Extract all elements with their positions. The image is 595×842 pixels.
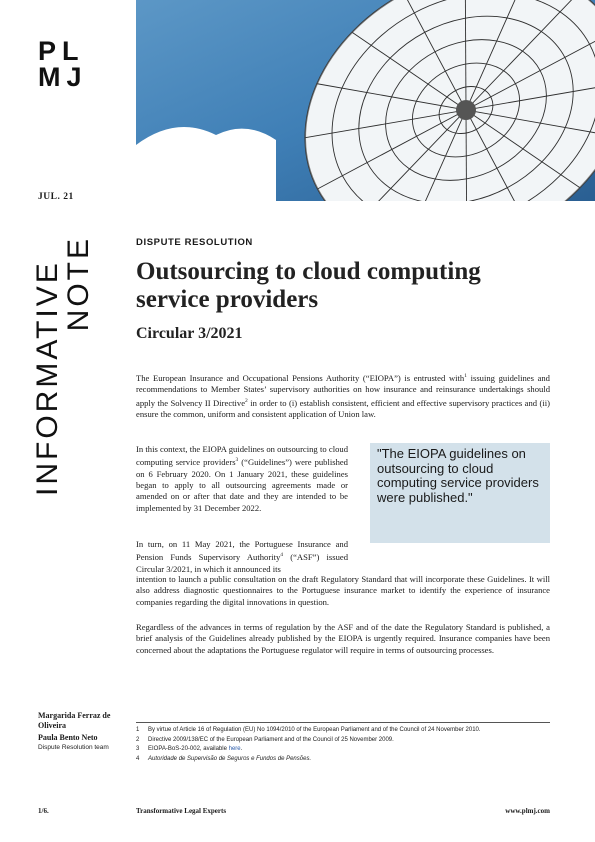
vertical-title-line-2: NOTE: [62, 236, 95, 332]
footnote-text-end: .: [240, 746, 243, 752]
footnote-number: 3: [136, 746, 140, 752]
paragraph-3-part-a: In turn, on 11 May 2021, the Portuguese Insurance and Pension Funds Supervisory Authority: [136, 539, 348, 563]
author-1: Margarida Ferraz de Oliveira: [38, 711, 111, 730]
footnote-4: [136, 755, 556, 765]
paragraph-2-part-b: (“Guidelines”) were published on 6 February 2020. On 1 January 2021, these guidelines began to apply to all outsourcing agreements made or amended on or after that date and they are intended to be implemented by 31 December 2022.: [136, 457, 348, 513]
paragraph-2: [136, 444, 348, 514]
pull-quote: "The EIOPA guidelines on outsourcing to cloud computing service providers were published.": [370, 443, 550, 543]
footnote-number: 4: [136, 755, 140, 762]
authors: [38, 711, 118, 743]
paragraph-1: [136, 371, 550, 420]
footnote-link-here[interactable]: here: [228, 746, 241, 752]
footnote-text: Directive 2009/138/EC of the European Parliament and of the Council of 25 November 2009.: [148, 736, 394, 743]
footnote-divider: [136, 722, 550, 723]
paragraph-3-part-b: (“ASF”) issued Circular 3/2021, in which it announced its: [136, 552, 349, 574]
issue-date: JUL. 21: [38, 192, 74, 202]
footnote-ref-2: 2: [245, 397, 248, 404]
footnote-ref-3: 3: [235, 457, 239, 464]
footnote-text: Autoridade de Supervisão de Seguros e Fundos de Pensões.: [148, 755, 312, 762]
footer-website-link[interactable]: www.plmj.com: [505, 807, 550, 815]
footnote-ref-1: 1: [464, 373, 467, 379]
paragraph-1-part-c: in order to (i) establish consistent, efficient and effective supervisory practices and (ii) ensure the common, uniform and consistent application of Union law.: [136, 397, 550, 419]
logo-line-2: MJ: [38, 62, 88, 92]
footnote-text: EIOPA-BoS-20-002, available: [148, 746, 229, 752]
vertical-title-line-1: INFORMATIVE: [31, 260, 64, 496]
paragraph-1-part-b: issuing guidelines and recommendations to Member States’ supervisory authorities on how insurance and reinsurance undertakings should apply the Solvency II Directive: [136, 372, 550, 408]
footnote-3: [136, 745, 556, 755]
cover-photo-satellite-dish: [136, 0, 595, 201]
logo-line-1: PL: [38, 36, 85, 66]
footnote-number: 2: [136, 736, 140, 743]
paragraph-2-part-a: In this context, the EIOPA guidelines on outsourcing to cloud computing service providers: [136, 444, 348, 468]
paragraph-3-start: [136, 539, 348, 575]
footer-tagline: Transformative Legal Experts: [136, 807, 227, 815]
vertical-document-type: [32, 206, 94, 496]
footnote-text: By virtue of Article 16 of Regulation (EU) No 1094/2010 of the European Parliament and of the Council of 24 November 2010.: [148, 727, 481, 733]
footnote-ref-4: 4: [280, 552, 284, 559]
practice-area-label: DISPUTE RESOLUTION: [136, 237, 253, 248]
page-subtitle: Circular 3/2021: [136, 325, 243, 342]
footnotes: [136, 726, 556, 764]
footnote-number: 1: [136, 727, 140, 733]
plmj-logo: [38, 38, 88, 90]
footnote-1: [136, 726, 556, 736]
team-label: Dispute Resolution team: [38, 744, 109, 751]
page-title: Outsourcing to cloud computing service providers: [136, 258, 481, 313]
paragraph-3-end: intention to launch a public consultation on the draft Regulatory Standard that will incorporate these Guidelines. It will also address diagnostic questionnaires to the Portuguese insurance market to identify the experience of insurance companies regarding the digital innovations in question.: [136, 574, 550, 607]
page-number: 1/6.: [38, 807, 49, 815]
author-2: Paula Bento Neto: [38, 733, 98, 742]
footnote-2: [136, 736, 556, 746]
paragraph-4: Regardless of the advances in terms of regulation by the ASF and of the date the Regulatory Standard is published, a brief analysis of the Guidelines already published by the EIOPA is urgently required. Insurance companies have been concerned about the adaptations the Portuguese regulator will require in terms of outsourcing processes.: [136, 622, 550, 655]
paragraph-1-part-a: The European Insurance and Occupational Pensions Authority (“EIOPA”) is entrusted with: [136, 372, 465, 383]
